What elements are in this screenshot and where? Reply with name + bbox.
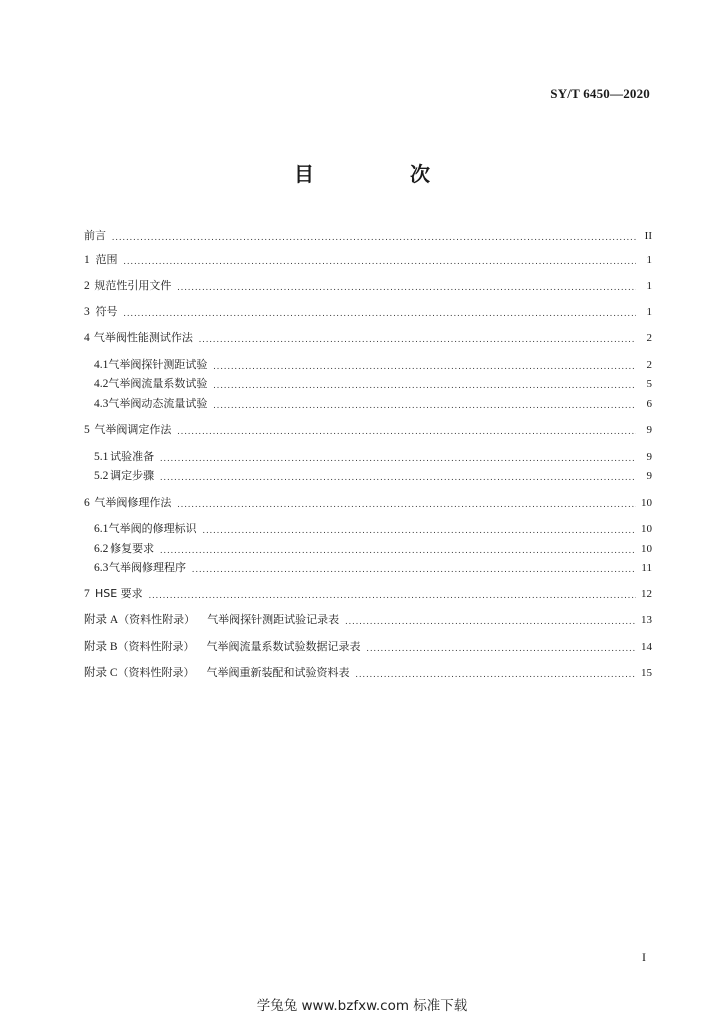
toc-entry-appendix-c[interactable] [84, 665, 652, 681]
toc-entry-appendix-b[interactable] [84, 639, 652, 655]
toc-entry-number: 5.1 [94, 451, 109, 463]
watermark-text: 学兔兔 www.bzfxw.com 标准下载 [256, 998, 468, 1014]
toc-entry-section-1[interactable] [84, 252, 652, 268]
toc-entry-section-6-3[interactable] [94, 560, 652, 576]
toc-entry-label: 前言 [84, 229, 106, 242]
toc-entry-page: II [644, 230, 652, 242]
toc-entry-label: 符号 [95, 305, 118, 318]
dot-leader [177, 424, 636, 438]
toc-entry-label: 气举阀探针测距试验记录表 [207, 613, 340, 626]
toc-entry-number: 附录 B [84, 641, 118, 653]
toc-entry-number: 3 [84, 306, 90, 318]
toc-entry-number: 6.2 [94, 543, 109, 555]
toc-entry-section-7[interactable] [84, 586, 652, 602]
toc-entry-page: 12 [641, 588, 652, 600]
toc-entry-page: 6 [646, 398, 652, 410]
toc-entry-page: 10 [641, 497, 652, 509]
toc-entry-page: 13 [641, 614, 652, 626]
dot-leader [160, 451, 636, 465]
toc-entry-page: 14 [641, 641, 652, 653]
toc-entry-section-4-1[interactable] [94, 357, 652, 373]
toc-entry-label: 调定步骤 [110, 469, 155, 482]
toc-entry-section-6[interactable] [84, 495, 652, 511]
dot-leader [192, 562, 636, 576]
toc-entry-page: 10 [641, 523, 652, 535]
toc-entry-label: 气举阀重新装配和试验资料表 [206, 666, 350, 679]
toc-entry-label: 修复要求 [110, 542, 155, 555]
toc-entry-section-4[interactable] [84, 330, 652, 346]
toc-entry-label: 气举阀修理作法 [94, 496, 172, 509]
dot-leader [149, 588, 636, 602]
dot-leader [213, 378, 636, 392]
toc-entry-number: 7 [84, 588, 90, 600]
dot-leader [345, 614, 636, 628]
toc-entry-number: 4.2 [94, 378, 109, 390]
page-title: 目 次 [294, 162, 468, 186]
appendix-tag: （资料性附录） [117, 640, 195, 653]
toc-entry-section-4-3[interactable] [94, 396, 652, 412]
dot-leader [124, 306, 636, 320]
toc-entry-section-5-1[interactable] [94, 449, 652, 465]
toc-entry-page: 2 [646, 359, 652, 371]
dot-leader [124, 254, 636, 268]
appendix-tag: （资料性附录） [117, 666, 195, 679]
toc-entry-number: 附录 A [84, 614, 119, 626]
toc-entry-appendix-a[interactable] [84, 612, 652, 628]
dot-leader [177, 280, 636, 294]
toc-entry-page: 9 [646, 451, 652, 463]
toc-entry-number: 4 [84, 332, 90, 344]
toc-entry-page: 1 [646, 306, 652, 318]
toc-entry-number: 4.1 [94, 359, 109, 371]
dot-leader [160, 470, 636, 484]
toc-entry-foreword[interactable] [84, 228, 652, 244]
toc-entry-page: 11 [641, 562, 652, 574]
toc-entry-page: 9 [646, 424, 652, 436]
toc-entry-page: 1 [646, 254, 652, 266]
toc-entry-number: 5 [84, 424, 90, 436]
toc-entry-label: 气举阀探针测距试验 [108, 358, 208, 371]
dot-leader [177, 497, 636, 511]
toc-entry-number: 6.1 [94, 523, 109, 535]
toc-entry-page: 9 [646, 470, 652, 482]
dot-leader [199, 332, 636, 346]
standard-code: SY/T 6450—2020 [550, 86, 650, 101]
toc-entry-number: 5.2 [94, 470, 109, 482]
toc-entry-section-6-2[interactable] [94, 541, 652, 557]
toc-entry-label: 试验准备 [110, 450, 155, 463]
toc-entry-page: 5 [646, 378, 652, 390]
toc-entry-label: 气举阀调定作法 [94, 423, 172, 436]
toc-entry-page: 1 [646, 280, 652, 292]
dot-leader [213, 398, 636, 412]
toc-entry-page: 2 [646, 332, 652, 344]
toc-entry-section-6-1[interactable] [94, 521, 652, 537]
toc-entry-label: 范围 [95, 253, 118, 266]
toc-entry-label: 气举阀性能测试作法 [93, 331, 193, 344]
toc-entry-label: HSE 要求 [94, 587, 143, 600]
toc-entry-number: 6 [84, 497, 90, 509]
toc-entry-number: 1 [84, 254, 90, 266]
dot-leader [160, 543, 636, 557]
toc-entry-section-3[interactable] [84, 304, 652, 320]
toc-entry-label: 气举阀动态流量试验 [108, 397, 208, 410]
dot-leader [367, 641, 636, 655]
dot-leader [356, 667, 636, 681]
appendix-tag: （资料性附录） [118, 613, 196, 626]
toc-entry-section-5[interactable] [84, 422, 652, 438]
toc-entry-number: 附录 C [84, 667, 118, 679]
toc-entry-page: 15 [641, 667, 652, 679]
toc-entry-number: 6.3 [94, 562, 109, 574]
toc-entry-label: 气举阀流量系数试验数据记录表 [206, 640, 361, 653]
toc-entry-label: 气举阀修理程序 [109, 561, 187, 574]
toc-entry-label: 气举阀流量系数试验 [108, 377, 208, 390]
dot-leader [112, 230, 636, 244]
toc-entry-page: 10 [641, 543, 652, 555]
toc-entry-label: 规范性引用文件 [94, 279, 172, 292]
toc-entry-number: 2 [84, 280, 90, 292]
dot-leader [203, 523, 636, 537]
toc-entry-section-2[interactable] [84, 278, 652, 294]
toc-entry-section-4-2[interactable] [94, 376, 652, 392]
toc-entry-label: 气举阀的修理标识 [108, 522, 197, 535]
toc-entry-number: 4.3 [94, 398, 109, 410]
dot-leader [213, 359, 636, 373]
toc-entry-section-5-2[interactable] [94, 468, 652, 484]
page-number: I [642, 950, 646, 964]
